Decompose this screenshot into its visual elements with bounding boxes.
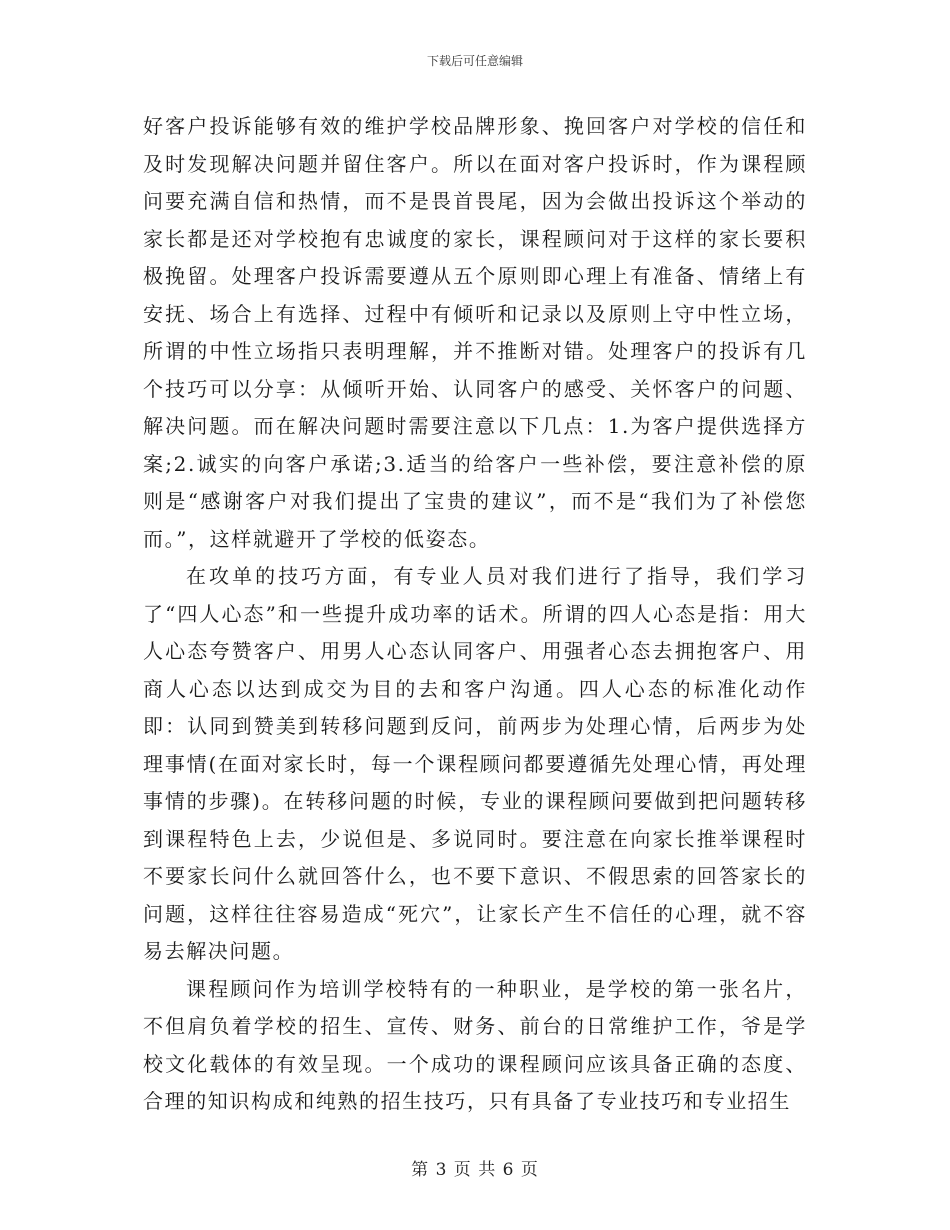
page-header: 下载后可任意编辑 [426,54,523,68]
paragraph-closing-skills: 在攻单的技巧方面，有专业人员对我们进行了指导，我们学习了“四人心态”和一些提升成功率的话术。所谓的四人心态是指：用大人心态夸赞客户、用男人心态认同客户、用强者心态去拥抱客户、用商人心态以达到成交为目的去和客户沟通。四人心态的标准化动作即：认同到赞美到转移问题到反问，前两步为处理心情，后两步为处理事情(在面对家长时，每一个课程顾问都要遵循先处理心情，再处理事情的步骤)。在转移问题的时候，专业的课程顾问要做到把问题转移到课程特色上去，少说但是、多说同时。要注意在向家长推举课程时不要家长问什么就回答什么，也不要下意识、不假思索的回答家长的问题，这样往往容易造成“死穴”，让家长产生不信任的心理，就不容易去解决问题。 [143,564,807,963]
paragraph-complaint-handling: 好客户投诉能够有效的维护学校品牌形象、挽回客户对学校的信任和及时发现解决问题并留住客户。所以在面对客户投诉时，作为课程顾问要充满自信和热情，而不是畏首畏尾，因为会做出投诉这个举动的家长都是还对学校抱有忠诚度的家长，课程顾问对于这样的家长要积极挽留。处理客户投诉需要遵从五个原则即心理上有准备、情绪上有安抚、场合上有选择、过程中有倾听和记录以及原则上守中性立场，所谓的中性立场指只表明理解，并不推断对错。处理客户的投诉有几个技巧可以分享：从倾听开始、认同客户的感受、关怀客户的问题、解决问题。而在解决问题时需要注意以下几点：1.为客户提供选择方案;2.诚实的向客户承诺;3.适当的给客户一些补偿，要注意补偿的原则是“感谢客户对我们提出了宝贵的建议”，而不是“我们为了补偿您而。”，这样就避开了学校的低姿态。 [143,114,807,551]
page-number-footer: 第 3 页 共 6 页 [411,1160,539,1180]
document-body [143,108,807,1121]
paragraph-course-consultant-role: 课程顾问作为培训学校特有的一种职业，是学校的第一张名片，不但肩负着学校的招生、宣传、财务、前台的日常维护工作，爷是学校文化载体的有效呈现。一个成功的课程顾问应该具备正确的态度、合理的知识构成和纯熟的招生技巧，只有具备了专业技巧和专业招生 [143,976,807,1113]
